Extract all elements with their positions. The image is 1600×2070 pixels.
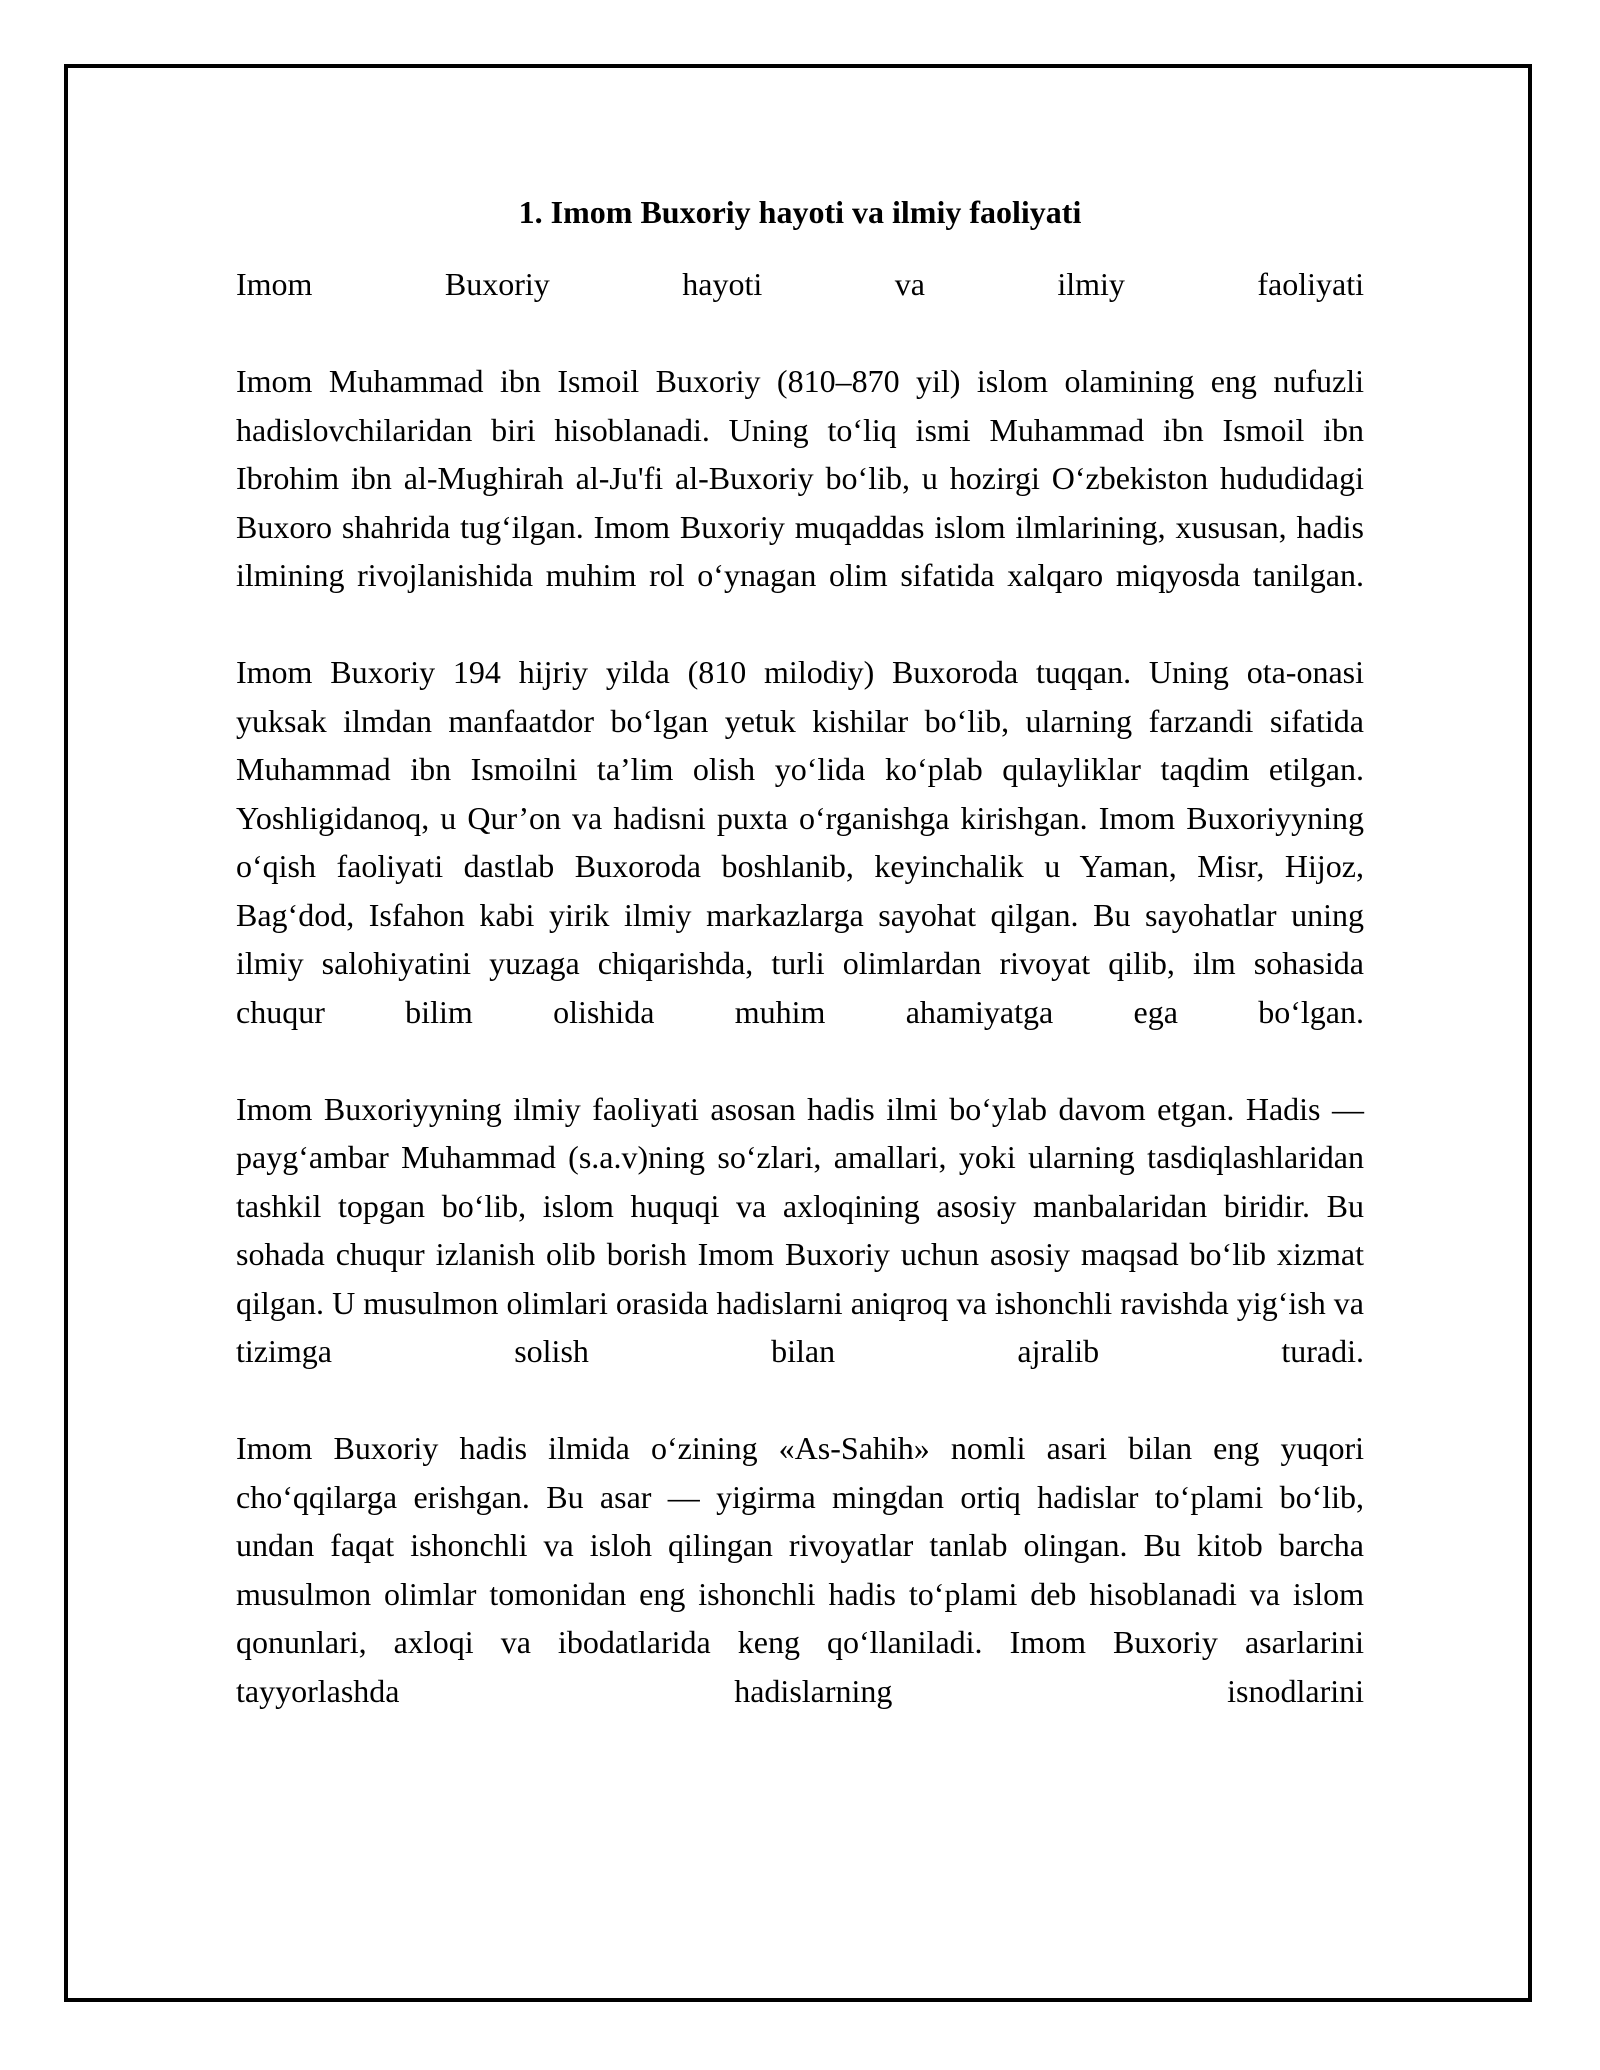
paragraph-as-sahih: Imom Buxoriy hadis ilmida o‘zining «As-Sahih» nomli asari bilan eng yuqori cho‘qqilarga erishgan. Bu asar — yigirma mingdan ortiq hadislar to‘plami bo‘lib, undan faqat ishonchli va isloh qilingan rivoyatlar tanlab olingan. Bu kitob barcha musulmon olimlar tomonidan eng ishonchli hadis to‘plami deb hisoblanadi va islom qonunlari, axloqi va ibodatlarida keng qo‘llaniladi. Imom Buxoriy asarlarini tayyorlashda hadislarning isnodlarini [236, 1430, 1364, 1709]
paragraph-heading-line: Imom Buxoriy hayoti va ilmiy faoliyati [236, 266, 1364, 302]
document-title: 1. Imom Buxoriy hayoti va ilmiy faoliyati [518, 194, 1082, 230]
document-body [236, 188, 1364, 1715]
paragraph-early-life: Imom Buxoriy 194 hijriy yilda (810 milodiy) Buxoroda tuqqan. Uning ota-onasi yuksak ilmdan manfaatdor bo‘lgan yetuk kishilar bo‘lib, ularning farzandi sifatida Muhammad ibn Ismoilni ta’lim olish yo‘lida ko‘plab qulayliklar taqdim etilgan. Yoshligidanoq, u Qur’on va hadisni puxta o‘rganishga kirishgan. Imom Buxoriyyning o‘qish faoliyati dastlab Buxoroda boshlanib, keyinchalik u Yaman, Misr, Hijoz, Bag‘dod, Isfahon kabi yirik ilmiy markazlarga sayohat qilgan. Bu sayohatlar uning ilmiy salohiyatini yuzaga chiqarishda, turli olimlardan rivoyat qilib, ilm sohasida chuqur bilim olishida muhim ahamiyatga ega bo‘lgan. [236, 654, 1364, 1030]
paragraph-intro: Imom Muhammad ibn Ismoil Buxoriy (810–870 yil) islom olamining eng nufuzli hadislovchilaridan biri hisoblanadi. Uning to‘liq ismi Muhammad ibn Ismoil ibn Ibrohim ibn al-Mughirah al-Ju'fi al-Buxoriy bo‘lib, u hozirgi O‘zbekiston hududidagi Buxoro shahrida tug‘ilgan. Imom Buxoriy muqaddas islom ilmlarining, xususan, hadis ilmining rivojlanishida muhim rol o‘ynagan olim sifatida xalqaro miqyosda tanilgan. [236, 363, 1364, 593]
paragraph-scholarly-work: Imom Buxoriyyning ilmiy faoliyati asosan hadis ilmi bo‘ylab davom etgan. Hadis — payg‘ambar Muhammad (s.a.v)ning so‘zlari, amallari, yoki ularning tasdiqlashlaridan tashkil topgan bo‘lib, islom huquqi va axloqining asosiy manbalaridan biridir. Bu sohada chuqur izlanish olib borish Imom Buxoriy uchun asosiy maqsad bo‘lib xizmat qilgan. U musulmon olimlari orasida hadislarni aniqroq va ishonchli ravishda yig‘ish va tizimga solish bilan ajralib turadi. [236, 1090, 1364, 1369]
